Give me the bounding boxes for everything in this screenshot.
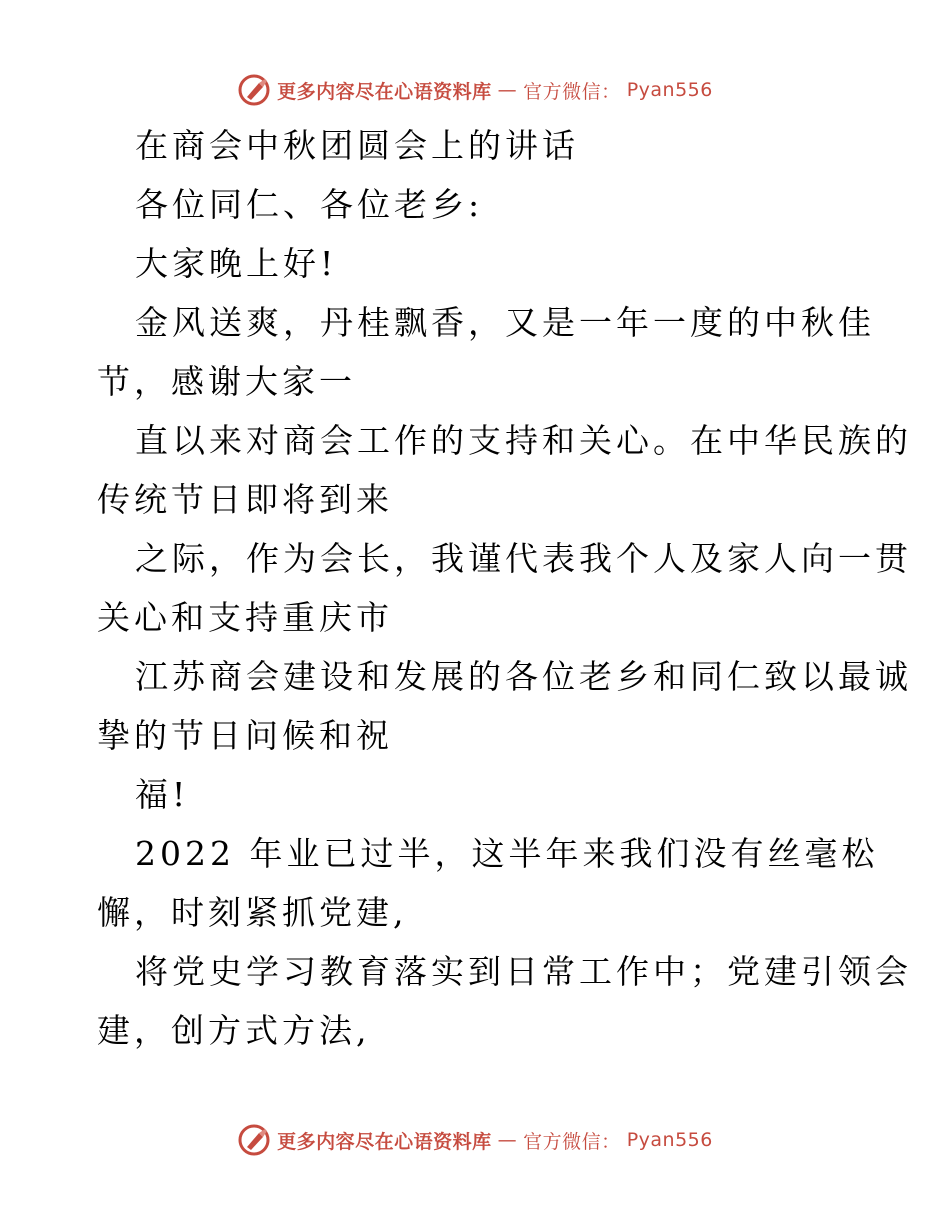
paragraph-line: 关心和支持重庆市 [97, 598, 393, 637]
footer-banner [0, 1120, 950, 1160]
paragraph-line: 挚的节日问候和祝 [97, 716, 393, 755]
paragraph-line: 福! [135, 775, 190, 814]
paragraph-line: 金风送爽，丹桂飘香，又是一年一度的中秋佳 [135, 303, 875, 342]
paragraph-line: 大家晚上好! [135, 244, 338, 283]
banner-main-text: 更多内容尽在心语资料库 [277, 80, 492, 103]
banner-separator: — [497, 79, 518, 101]
paragraph-line: 节，感谢大家一 [97, 362, 356, 401]
paragraph-line: 各位同仁、各位老乡: [135, 185, 484, 224]
banner-main-text: 更多内容尽在心语资料库 [277, 1130, 492, 1153]
banner-wechat-id: Pyan556 [626, 1129, 713, 1151]
paragraph-line: 懈，时刻紧抓党建, [97, 893, 408, 932]
banner-wechat-label: 官方微信： [523, 80, 621, 103]
pen-nib-circle-icon [237, 1123, 271, 1157]
header-banner [0, 70, 950, 110]
paragraph-line: 将党史学习教育落实到日常工作中；党建引领会 [135, 952, 912, 991]
pen-nib-circle-icon [237, 73, 271, 107]
paragraph-line: 2022 年业已过半，这半年来我们没有丝毫松 [135, 834, 879, 873]
banner-wechat-id: Pyan556 [626, 79, 713, 101]
banner-separator: — [497, 1129, 518, 1151]
paragraph-line: 直以来对商会工作的支持和关心。在中华民族的 [135, 421, 912, 460]
paragraph-line: 之际，作为会长，我谨代表我个人及家人向一贯 [135, 539, 912, 578]
paragraph-line: 江苏商会建设和发展的各位老乡和同仁致以最诚 [135, 657, 912, 696]
paragraph-line: 传统节日即将到来 [97, 480, 393, 519]
document-title: 在商会中秋团圆会上的讲话 [135, 126, 579, 165]
paragraph-line: 建，创方式方法, [97, 1011, 371, 1050]
banner-wechat-label: 官方微信： [523, 1130, 621, 1153]
